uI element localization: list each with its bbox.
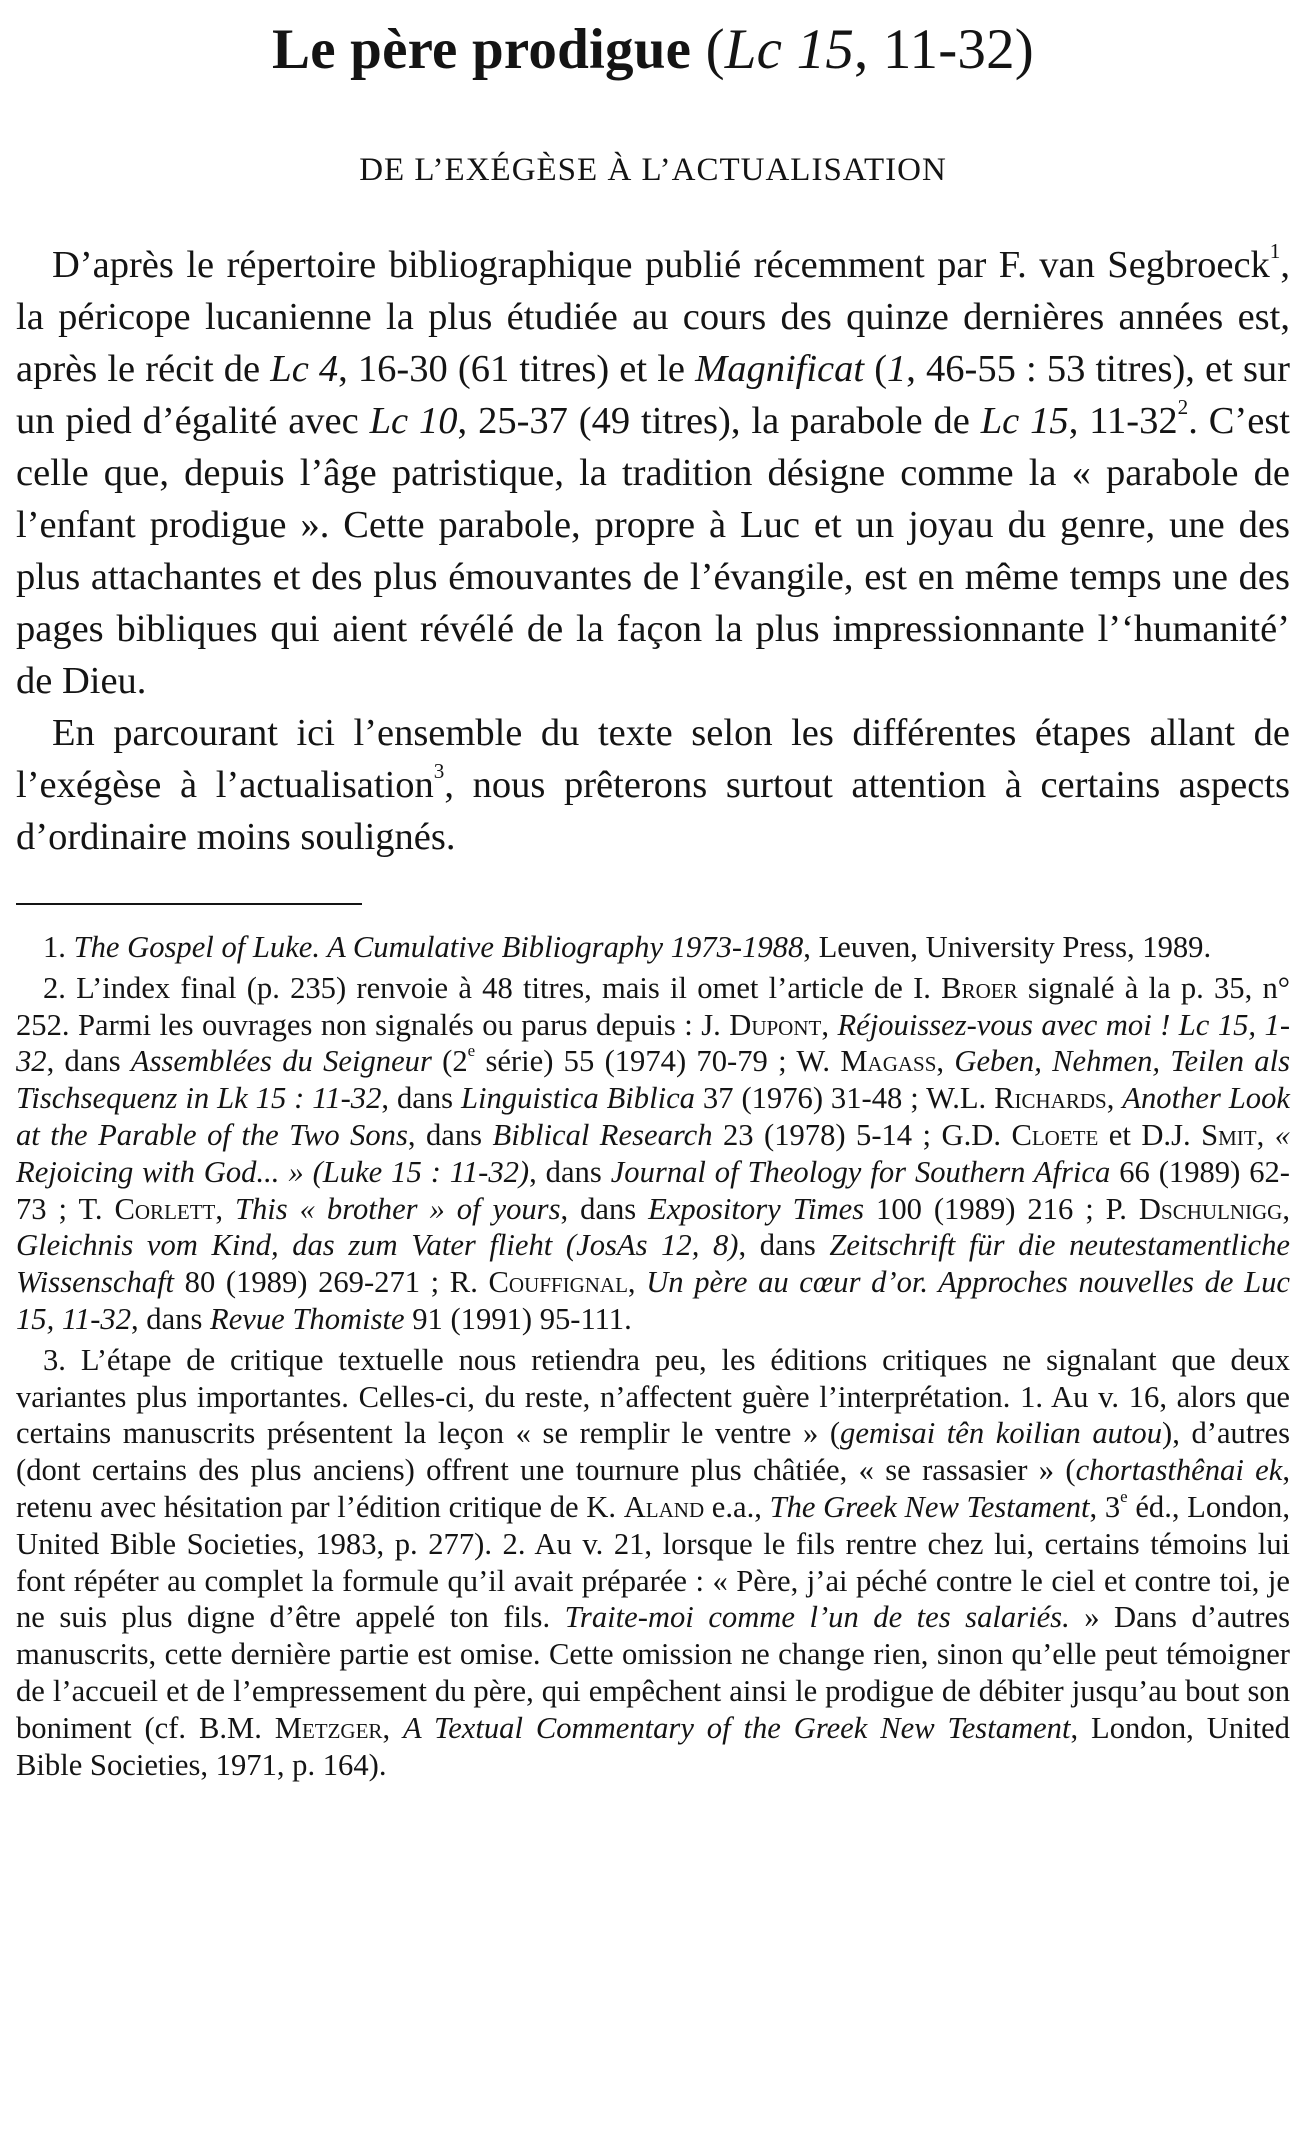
text-run: 66 (1989) 62-73 ; T.	[16, 1154, 1290, 1226]
author-name: Smit	[1201, 1117, 1257, 1152]
text-run: , dans	[560, 1191, 649, 1226]
journal-title: Expository Times	[648, 1191, 865, 1226]
author-name: Dupont	[729, 1007, 822, 1042]
work-title: « Rejoicing with God... » (Luke 15 : 11-32)	[16, 1117, 1290, 1189]
ref-lc10: Lc 10	[369, 400, 458, 442]
work-title: A Textual Commentary of the Greek New Testament	[402, 1710, 1071, 1745]
text-run: L’étape de critique textuelle nous retiendra peu, les éditions critiques ne signalant que deux variantes plus importantes. Celles-ci, du reste, n’affectent guère l’interprétation. 1. Au v. 16, alors que certains manuscrits présentent la leçon « se remplir le ventre » (	[16, 1342, 1290, 1451]
text-run: , Leuven, University Press, 1989.	[803, 930, 1212, 964]
text-run: ,	[1256, 1117, 1275, 1152]
text-run: , London, United Bible Societies, 1971, p. 164).	[16, 1710, 1290, 1782]
author-name: Magass	[840, 1044, 937, 1079]
text-run: , dans	[46, 1044, 131, 1079]
footnote-2	[16, 970, 1290, 1338]
work-title: Geben, Nehmen, Teilen als Tischsequenz in Lk 15 : 11-32	[16, 1044, 1290, 1116]
author-name: Corlett	[114, 1191, 216, 1226]
paragraph-2	[16, 707, 1290, 863]
article-page	[16, 0, 1290, 1787]
quoted-italic: Traite-moi comme l’un de tes salariés.	[564, 1600, 1070, 1635]
work-title: Réjouissez-vous avec moi ! Lc 15, 1-32	[16, 1007, 1291, 1079]
ref-lc4: Lc 4	[270, 348, 339, 390]
author-name: Metzger	[274, 1710, 383, 1745]
text-run: ,	[627, 1265, 647, 1300]
text-run: série) 55 (1974) 70-79 ; W.	[475, 1044, 841, 1079]
greek-transliteration: gemisai tên koilian autou	[840, 1416, 1163, 1451]
title-ref-book: Lc 15	[724, 18, 855, 81]
footnote-ref-3[interactable]: 3	[433, 758, 445, 783]
text-run: éd., London, United Bible Societies, 1983, p. 277). 2. Au v. 21, lorsque le fils rentre chez lui, certains témoins lui font répéter au complet la formule qu’il avait préparée : « Père, j’ai péché contre le ciel et contre toi, je ne suis plus digne d’être appelé ton fils.	[16, 1489, 1291, 1635]
ref-lc15: Lc 15	[980, 400, 1069, 442]
text-run: , 3	[1089, 1489, 1121, 1524]
work-title: Gleichnis vom Kind, das zum Vater flieht (JosAs 12, 8)	[16, 1228, 739, 1263]
text-run: (2	[431, 1044, 468, 1079]
text-run: 100 (1989) 216 ; P.	[864, 1191, 1139, 1226]
text-run: ,	[1106, 1081, 1123, 1116]
work-title: Un père au cœur d’or. Approches nouvelles de Luc 15, 11-32	[16, 1265, 1290, 1336]
text-run: , 25-37 (49 titres), la parabole de	[457, 400, 981, 442]
text-run: e.a.,	[704, 1489, 770, 1524]
ref-chapter-1: 1	[887, 348, 907, 390]
footnotes	[16, 929, 1290, 1783]
text-run: , 11-32	[1068, 400, 1178, 442]
text-run: et D.J.	[1098, 1117, 1202, 1152]
text-run: , 46-55 : 53 titres), et sur un pied d’égalité avec	[16, 348, 1291, 442]
journal-title: Journal of Theology for Southern Africa	[610, 1154, 1111, 1189]
text-run: , dans	[131, 1301, 211, 1336]
text-run: ,	[382, 1710, 403, 1745]
text-run: (	[864, 348, 888, 390]
journal-title: Revue Thomiste	[210, 1301, 405, 1336]
journal-title: Linguistica Biblica	[461, 1081, 695, 1116]
footnote-ref-2[interactable]: 2	[1177, 394, 1189, 419]
title-ref-rest: , 11-32)	[854, 18, 1034, 81]
article-body	[16, 239, 1290, 863]
journal-title: Biblical Research	[492, 1117, 713, 1152]
journal-title: Assemblées du Seigneur	[130, 1044, 432, 1079]
text-run: 91 (1991) 95-111.	[404, 1301, 632, 1336]
footnote-number: 1.	[43, 930, 74, 964]
text-run: 23 (1978) 5-14 ; G.D.	[712, 1117, 1012, 1152]
text-run: En parcourant ici l’ensemble du texte selon les différentes étapes allant de l’exégèse à l’actualisation	[16, 712, 1290, 806]
work-title: Another Look at the Parable of the Two Sons	[16, 1081, 1290, 1152]
title-main: Le père prodigue	[272, 18, 692, 81]
text-run: , retenu avec hésitation par l’édition critique de K.	[16, 1453, 1290, 1524]
footnote-3	[16, 1342, 1290, 1784]
author-name: Cloete	[1011, 1117, 1099, 1152]
text-run: L’index final (p. 235) renvoie à 48 titres, mais il omet l’article de I.	[76, 970, 942, 1005]
title-paren-open: (	[705, 18, 725, 81]
footnote-number: 2.	[43, 970, 77, 1005]
superscript: e	[1120, 1486, 1128, 1506]
superscript: e	[467, 1041, 476, 1060]
text-run: , 16-30 (61 titres) et le	[338, 348, 696, 390]
text-run: ,	[215, 1191, 235, 1226]
text-run: , dans	[381, 1081, 461, 1116]
work-title: The Greek New Testament	[769, 1489, 1090, 1524]
footnote-title: The Gospel of Luke. A Cumulative Bibliography 1973-1988	[73, 930, 804, 964]
article-subtitle: DE L’EXÉGÈSE À L’ACTUALISATION	[359, 152, 947, 188]
text-run: ), d’autres (dont certains des plus anciens) offrent une tournure plus châtiée, « se rassasier » (	[16, 1416, 1290, 1488]
footnote-number: 3.	[43, 1342, 81, 1377]
paragraph-1	[16, 239, 1290, 707]
text-run: . C’est celle que, depuis l’âge patristique, la tradition désigne comme la « parabole de l’enfant prodigue ». Cette parabole, propre à Luc et un joyau du genre, une des plus attachantes et des plus émouvantes de l’évangile, est en même temps une des pages bibliques qui aient révélé de la façon la plus impressionnante l’‘humanité’ de Dieu.	[16, 400, 1291, 702]
article-title	[16, 14, 1290, 86]
journal-title: Zeitschrift für die neutestamentliche Wissenschaft	[16, 1228, 1291, 1300]
footnote-1	[16, 929, 1290, 966]
author-name: Couffignal	[488, 1265, 628, 1300]
author-name: Dschulnigg	[1138, 1191, 1283, 1226]
footnote-ref-1[interactable]: 1	[1269, 238, 1281, 263]
author-name: Broer	[941, 970, 1018, 1005]
author-name: Richards	[994, 1081, 1107, 1116]
text-run: » Dans d’autres manuscrits, cette dernière partie est omise. Cette omission ne change rien, sinon qu’elle peut témoigner de l’accueil et de l’empressement du père, qui empêchent ainsi le prodigue de débiter jusqu’au bout son boniment (cf. B.M.	[16, 1600, 1290, 1745]
text-run: , la péricope lucanienne la plus étudiée au cours des quinze dernières années est, après le récit de	[16, 244, 1290, 390]
text-run: , dans	[407, 1117, 493, 1152]
author-name: Aland	[623, 1489, 705, 1524]
text-run: ,	[821, 1007, 838, 1042]
text-run: 80 (1989) 269-271 ; R.	[174, 1265, 489, 1300]
text-run: , dans	[738, 1228, 830, 1263]
text-run: , dans	[529, 1154, 611, 1189]
text-run: ,	[936, 1044, 955, 1079]
text-run: , nous prêterons surtout attention à certains aspects d’ordinaire moins soulignés.	[16, 764, 1290, 858]
text-run: signalé à la p. 35, n° 252. Parmi les ouvrages non signalés ou parus depuis : J.	[16, 970, 1290, 1042]
footnote-divider	[16, 903, 362, 905]
work-title: This « brother » of yours	[234, 1191, 561, 1226]
text-run: D’après le répertoire bibliographique publié récemment par F. van Segbroeck	[52, 244, 1270, 286]
text-run: ,	[1282, 1191, 1291, 1226]
ref-magnificat: Magnificat	[695, 348, 865, 390]
greek-transliteration: chortasthênai ek	[1075, 1453, 1283, 1488]
text-run: 37 (1976) 31-48 ; W.L.	[694, 1081, 995, 1116]
